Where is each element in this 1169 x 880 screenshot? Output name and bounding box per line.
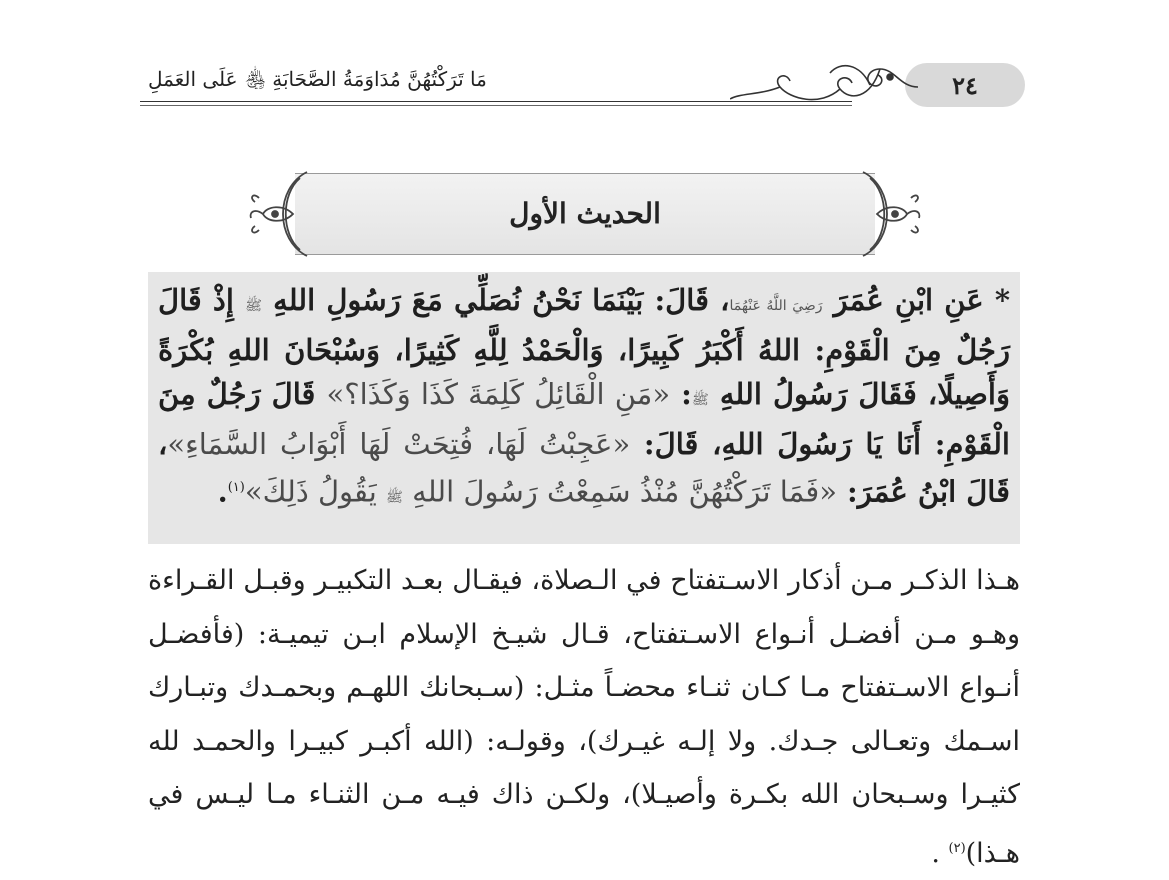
hadith-part: إِذْ قَالَ رَجُلٌ مِنَ الْقَوْمِ: اللهُ أَكْبَرُ كَبِيرًا، وَالْحَمْدُ لِلَّهِ كَثِيرًا، وَسُبْحَانَ اللهِ بُكْرَةً وَأَصِيلًا، فَقَالَ رَسُولُ اللهِ xyxy=(158,283,1010,411)
hadith-box xyxy=(148,272,1020,544)
page-number-badge xyxy=(905,63,1025,107)
header-rule xyxy=(140,101,852,102)
header-rule-secondary xyxy=(140,105,852,106)
hadith-part: ، قَالَ ابْنُ عُمَرَ: xyxy=(158,427,1010,509)
page-number: ٢٤ xyxy=(952,70,978,100)
footnote-marker[interactable]: (٢) xyxy=(948,840,966,856)
commentary-end: . xyxy=(931,837,940,869)
section-title-banner xyxy=(245,168,925,260)
hadith-part: قَالَ رَجُلٌ مِنَ الْقَوْمِ: أَنَا يَا رَسُولَ اللهِ، قَالَ: xyxy=(158,377,1010,461)
honorific: ﷺ xyxy=(386,489,403,506)
section-title: الحديث الأول xyxy=(509,196,661,230)
honorific: ﷺ xyxy=(245,298,262,314)
commentary-text: هـذا الذكـر مـن أذكار الاسـتفتاح في الـصلاة، فيقـال بعـد التكبيـر وقبـل القـراءة وهـو مـن أفضـل أنـواع الاسـتفتاح، قـال شيـخ الإسلام ابـن تيميـة: (فأفضـل أنـواع الاسـتفتاح مـا كـان ثنـاء محضـاً مثـل: (سـبحانك اللهـم وبحمـدك وتبـارك اسـمك وتعـالى جـدك. ولا إلـه غيـرك)، وقولـه: (الله أكبـر كبيـرا والحمـد لله كثيـرا وسـبحان الله بكـرة وأصيـلا)، ولكـن ذاك فيـه مـن الثنـاء مـا ليـس في هـذا) xyxy=(148,565,1020,869)
hadith-opener: عَنِ xyxy=(944,283,984,317)
prophetic-quote: «عَجِبْتُ لَهَا، فُتِحَتْ لَهَا أَبْوَابُ السَّمَاءِ» xyxy=(167,427,631,461)
commentary-paragraph xyxy=(148,554,1020,880)
footnote-marker[interactable]: (١) xyxy=(227,480,245,495)
narrator-quote: «فَمَا تَرَكْتُهُنَّ مُنْذُ سَمِعْتُ رَسُولَ اللهِ xyxy=(402,474,837,509)
hadith-part: ابْنِ عُمَرَ xyxy=(822,283,945,317)
prophetic-quote: «مَنِ الْقَائِلُ كَلِمَةَ كَذَا وَكَذَا؟» xyxy=(326,377,671,411)
narrator-quote: يَقُولُ ذَلِكَ» xyxy=(244,474,386,509)
page-header xyxy=(140,55,1025,110)
hadith-part: ، قَالَ: بَيْنَمَا نَحْنُ نُصَلِّي مَعَ رَسُولِ اللهِ xyxy=(261,283,730,317)
running-title: مَا تَرَكْتُهُنَّ مُدَاوَمَةُ الصَّحَابَةِ ﵃ عَلَى العَمَلِ xyxy=(148,67,487,91)
hadith-end: . xyxy=(217,474,228,509)
bullet-star: * xyxy=(994,283,1010,317)
honorific: ﷺ xyxy=(691,392,709,408)
honorific: رَضِيَ اللَّهُ عَنْهُمَا xyxy=(729,298,823,314)
hadith-text xyxy=(158,278,1010,520)
hadith-part: : xyxy=(670,377,692,411)
